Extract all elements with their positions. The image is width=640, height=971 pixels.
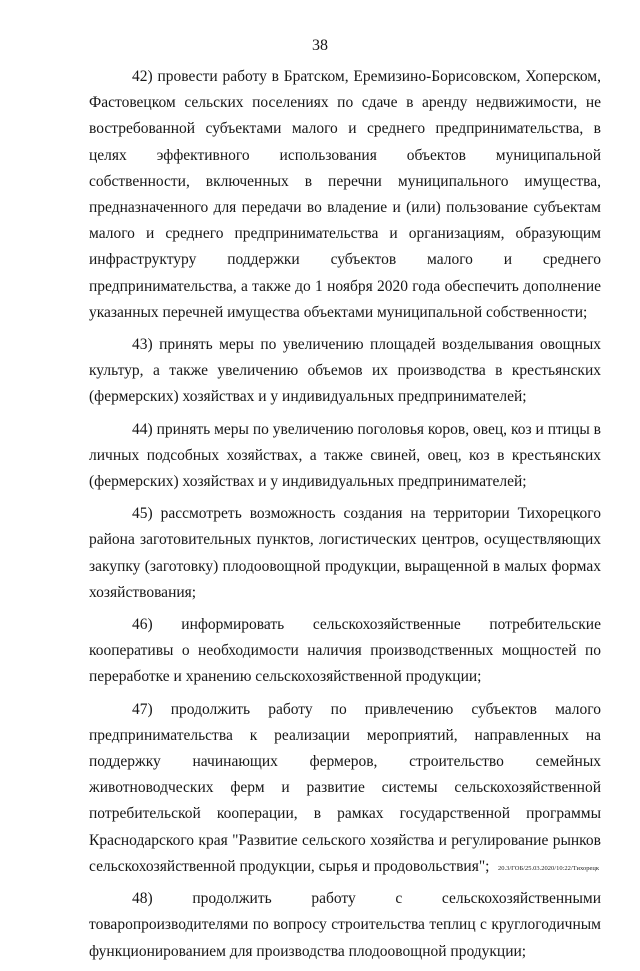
document-body	[89, 64, 601, 971]
paragraph-item-45: 45) рассмотреть возможность создания на территории Тихорецкого района заготовительных пунктов, логистических центров, осуществляющих закупку (заготовку) плодоовощной продукции, выращенной в малых формах хозяйствования;	[89, 505, 601, 601]
page-number: 38	[312, 37, 328, 54]
paragraph-item-42: 42) провести работу в Братском, Еремизино-Борисовском, Хоперском, Фастовецком сельских поселениях по сдаче в аренду недвижимости, не востребованной субъектами малого и среднего предпринимательства, в целях эффективного использования объектов муниципальной собственности, включенных в перечни муниципального имущества, предназначенного для передачи во владение и (или) пользование субъектам малого и среднего предпринимательства и организациям, образующим инфраструктуру поддержки субъектов малого и среднего предпринимательства, а также до 1 ноября 2020 года обеспечить дополнение указанных перечней имущества объектами муниципальной собственности;	[89, 68, 601, 321]
footer-registration-stamp: 20.3/ГОБ/25.03.2020/10:22/Тихорецк	[498, 865, 599, 872]
paragraph-item-44: 44) принять меры по увеличению поголовья коров, овец, коз и птицы в личных подсобных хозяйствах, а также свиней, овец, коз в крестьянских (фермерских) хозяйствах и у индивидуальных предпринимателей;	[89, 420, 601, 491]
paragraph-item-43: 43) принять меры по увеличению площадей возделывания овощных культур, а также увеличению объемов их производства в крестьянских (фермерских) хозяйствах и у индивидуальных предпринимателей;	[89, 336, 601, 406]
paragraph-item-46: 46) информировать сельскохозяйственные потребительские кооперативы о необходимости наличия производственных мощностей по переработке и хранению сельскохозяйственной продукции;	[89, 616, 601, 686]
paragraph-item-47: 47) продолжить работу по привлечению субъектов малого предпринимательства к реализации мероприятий, направленных на поддержку начинающих фермеров, строительство семейных животноводческих ферм и развитие системы сельскохозяйственной потребительской кооперации, в рамках государственной программы Краснодарского края "Развитие сельского хозяйства и регулирование рынков сельскохозяйственной продукции, сырья и продовольствия";	[89, 700, 601, 875]
paragraph-item-48: 48) продолжить работу с сельскохозяйственными товаропроизводителями по вопросу строительства теплиц с круглогодичным функционированием для производства плодоовощной продукции;	[89, 890, 601, 960]
